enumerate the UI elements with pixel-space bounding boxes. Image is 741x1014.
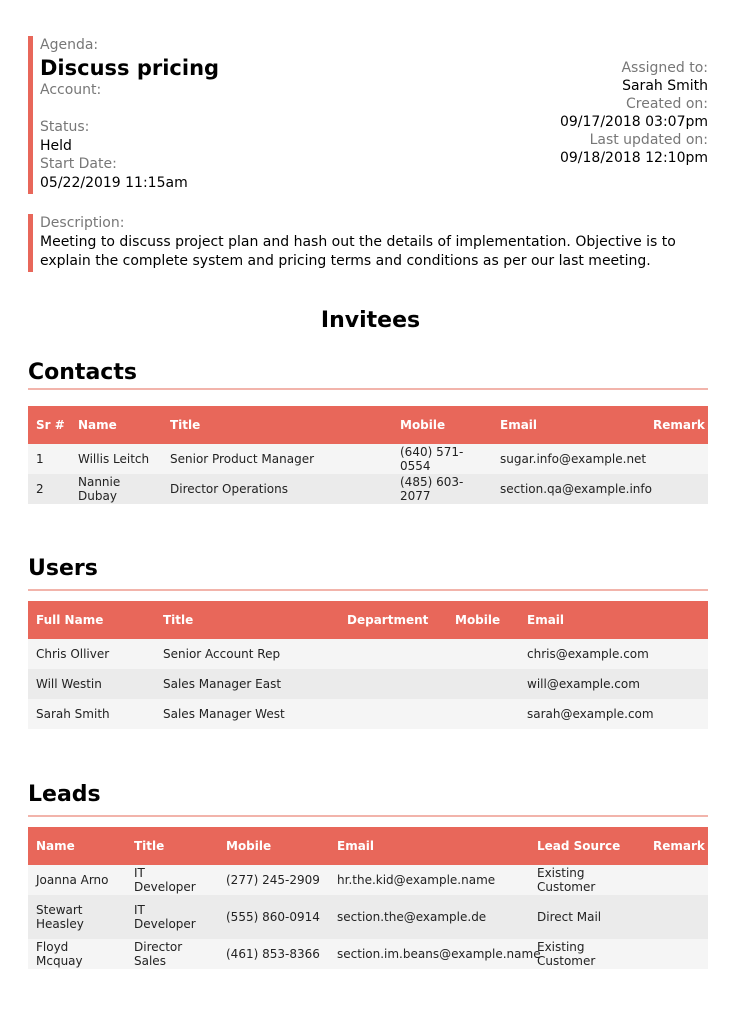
column-header: Name bbox=[70, 406, 162, 444]
table-cell bbox=[339, 699, 447, 729]
table-cell: sugar.info@example.net bbox=[492, 444, 645, 474]
column-header: Title bbox=[162, 406, 392, 444]
description-line-1: Meeting to discuss project plan and hash out the details of implementation. Objective is to bbox=[40, 234, 676, 250]
column-header: Email bbox=[329, 827, 529, 865]
table-cell: section.the@example.de bbox=[329, 895, 529, 939]
leads-table bbox=[28, 827, 708, 969]
table-row bbox=[28, 895, 708, 939]
table-cell: Existing Customer bbox=[529, 865, 645, 895]
table-cell: IT Developer bbox=[126, 895, 218, 939]
table-row bbox=[28, 639, 708, 669]
column-header: Mobile bbox=[218, 827, 329, 865]
table-cell: Sales Manager East bbox=[155, 669, 339, 699]
table-cell: Director Operations bbox=[162, 474, 392, 504]
status-label: Status: bbox=[40, 119, 90, 135]
table-cell bbox=[645, 474, 708, 504]
table-cell: IT Developer bbox=[126, 865, 218, 895]
table-cell bbox=[447, 699, 519, 729]
assigned-to-value: Sarah Smith bbox=[622, 78, 708, 94]
table-row bbox=[28, 865, 708, 895]
table-row bbox=[28, 939, 708, 969]
table-cell: Chris Olliver bbox=[28, 639, 155, 669]
agenda-label: Agenda: bbox=[40, 37, 99, 53]
table-cell: Joanna Arno bbox=[28, 865, 126, 895]
table-cell: Direct Mail bbox=[529, 895, 645, 939]
users-divider bbox=[28, 589, 708, 591]
column-header: Remark bbox=[645, 406, 708, 444]
table-cell bbox=[645, 939, 708, 969]
table-cell: 2 bbox=[28, 474, 70, 504]
meeting-details-right bbox=[408, 59, 708, 167]
users-heading: Users bbox=[28, 556, 98, 581]
table-cell: Floyd Mcquay bbox=[28, 939, 126, 969]
table-cell: will@example.com bbox=[519, 669, 708, 699]
table-cell bbox=[339, 669, 447, 699]
description-label: Description: bbox=[40, 215, 125, 231]
table-cell: Stewart Heasley bbox=[28, 895, 126, 939]
description-content bbox=[40, 214, 700, 271]
column-header: Lead Source bbox=[529, 827, 645, 865]
table-cell bbox=[339, 639, 447, 669]
column-header: Name bbox=[28, 827, 126, 865]
contacts-header-row bbox=[28, 406, 708, 444]
column-header: Mobile bbox=[447, 601, 519, 639]
table-cell: sarah@example.com bbox=[519, 699, 708, 729]
start-date-value: 05/22/2019 11:15am bbox=[40, 175, 188, 191]
description-block bbox=[28, 214, 708, 272]
table-row bbox=[28, 699, 708, 729]
leads-divider bbox=[28, 815, 708, 817]
start-date-label: Start Date: bbox=[40, 156, 117, 172]
accent-bar bbox=[28, 214, 33, 272]
leads-heading: Leads bbox=[28, 782, 101, 807]
description-line-2: explain the complete system and pricing terms and conditions as per our last meeting. bbox=[40, 253, 651, 269]
table-cell: Sarah Smith bbox=[28, 699, 155, 729]
table-cell: Will Westin bbox=[28, 669, 155, 699]
table-cell: (485) 603-2077 bbox=[392, 474, 492, 504]
table-cell bbox=[447, 669, 519, 699]
column-header: Title bbox=[126, 827, 218, 865]
column-header: Email bbox=[492, 406, 645, 444]
users-header-row bbox=[28, 601, 708, 639]
leads-header-row bbox=[28, 827, 708, 865]
meeting-details bbox=[28, 36, 708, 194]
table-cell: Willis Leitch bbox=[70, 444, 162, 474]
table-cell: (640) 571-0554 bbox=[392, 444, 492, 474]
table-cell: (461) 853-8366 bbox=[218, 939, 329, 969]
created-on-value: 09/17/2018 03:07pm bbox=[559, 114, 708, 130]
meeting-details-left bbox=[40, 36, 400, 192]
column-header: Title bbox=[155, 601, 339, 639]
column-header: Sr # bbox=[28, 406, 70, 444]
table-cell bbox=[645, 444, 708, 474]
accent-bar bbox=[28, 36, 33, 194]
column-header: Remark bbox=[645, 827, 708, 865]
column-header: Mobile bbox=[392, 406, 492, 444]
table-cell: section.im.beans@example.name bbox=[329, 939, 529, 969]
last-updated-value: 09/18/2018 12:10pm bbox=[559, 150, 708, 166]
account-value bbox=[40, 100, 400, 118]
contacts-heading: Contacts bbox=[28, 360, 137, 385]
table-row bbox=[28, 444, 708, 474]
contacts-table bbox=[28, 406, 708, 504]
table-cell: hr.the.kid@example.name bbox=[329, 865, 529, 895]
last-updated-label: Last updated on: bbox=[589, 132, 708, 148]
column-header: Full Name bbox=[28, 601, 155, 639]
table-cell: (555) 860-0914 bbox=[218, 895, 329, 939]
table-cell: Senior Product Manager bbox=[162, 444, 392, 474]
table-cell: Sales Manager West bbox=[155, 699, 339, 729]
users-table bbox=[28, 601, 708, 729]
created-on-label: Created on: bbox=[625, 96, 708, 112]
column-header: Email bbox=[519, 601, 708, 639]
agenda-title: Discuss pricing bbox=[40, 56, 220, 80]
table-row bbox=[28, 474, 708, 504]
status-value: Held bbox=[40, 138, 72, 154]
table-cell: (277) 245-2909 bbox=[218, 865, 329, 895]
table-cell bbox=[645, 865, 708, 895]
table-cell: Nannie Dubay bbox=[70, 474, 162, 504]
invitees-heading: Invitees bbox=[320, 308, 421, 333]
table-cell: 1 bbox=[28, 444, 70, 474]
table-cell bbox=[645, 895, 708, 939]
table-row bbox=[28, 669, 708, 699]
table-cell: Senior Account Rep bbox=[155, 639, 339, 669]
table-cell: Existing Customer bbox=[529, 939, 645, 969]
account-label: Account: bbox=[40, 82, 102, 98]
column-header: Department bbox=[339, 601, 447, 639]
table-cell: Director Sales bbox=[126, 939, 218, 969]
table-cell: chris@example.com bbox=[519, 639, 708, 669]
table-cell: section.qa@example.info bbox=[492, 474, 645, 504]
table-cell bbox=[447, 639, 519, 669]
contacts-divider bbox=[28, 388, 708, 390]
assigned-to-label: Assigned to: bbox=[621, 60, 708, 76]
